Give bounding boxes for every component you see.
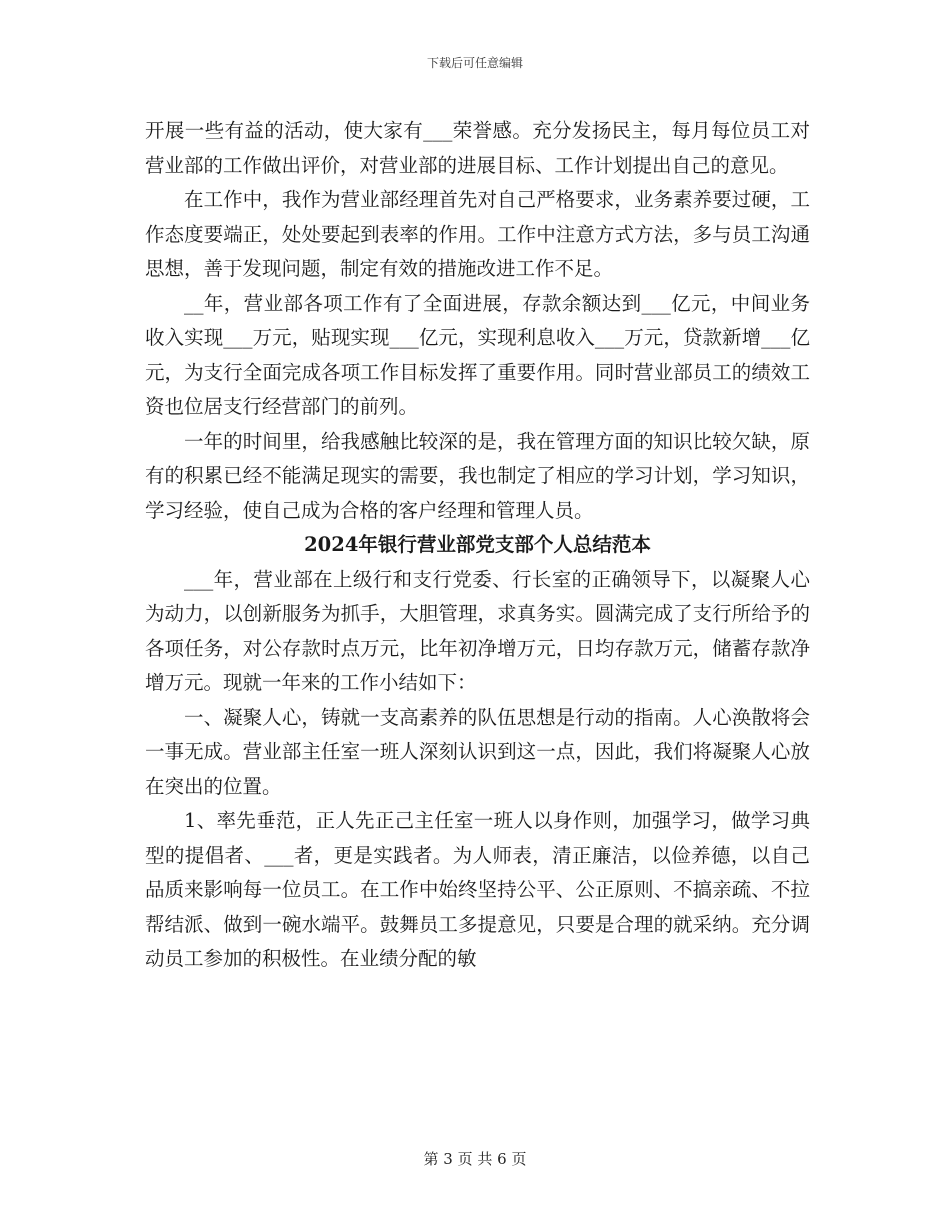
paragraph-4: 一年的时间里，给我感触比较深的是，我在管理方面的知识比较欠缺，原有的积累已经不能满足现实的需要，我也制定了相应的学习计划，学习知识，学习经验，使自己成为合格的客户经理和管理人员。 xyxy=(145,429,810,522)
section-paragraph-2: 一、凝聚人心，铸就一支高素养的队伍思想是行动的指南。人心涣散将会一事无成。营业部主任室一班人深刻认识到这一点，因此，我们将凝聚人心放在突出的位置。 xyxy=(145,705,810,798)
section-paragraph-3: 1、率先垂范，正人先正己主任室一班人以身作则，加强学习，做学习典型的提倡者、___者，更是实践者。为人师表，清正廉洁，以俭养德，以自己品质来影响每一位员工。在工作中始终坚持公平、公正原则、不搞亲疏、不拉帮结派、做到一碗水端平。鼓舞员工多提意见，只要是合理的就采纳。充分调动员工参加的积极性。在业绩分配的敏 xyxy=(145,809,810,970)
document-body xyxy=(145,114,810,977)
page-number-footer: 第 3 页 共 6 页 xyxy=(423,1150,527,1168)
paragraph-2: 在工作中，我作为营业部经理首先对自己严格要求，业务素养要过硬，工作态度要端正，处处要起到表率的作用。工作中注意方式方法，多与员工沟通思想，善于发现问题，制定有效的措施改进工作不足。 xyxy=(145,188,810,280)
paragraph-1: 开展一些有益的活动，使大家有___荣誉感。充分发扬民主，每月每位员工对营业部的工作做出评价，对营业部的进展目标、工作计划提出自己的意见。 xyxy=(145,119,810,177)
section-title: 2024年银行营业部党支部个人总结范本 xyxy=(304,533,651,556)
section-paragraph-1: ___年，营业部在上级行和支行党委、行长室的正确领导下，以凝聚人心为动力，以创新服务为抓手，大胆管理，求真务实。圆满完成了支行所给予的各项任务，对公存款时点万元，比年初净增万元，日均存款万元，储蓄存款净增万元。现就一年来的工作小结如下： xyxy=(145,567,810,694)
paragraph-3: __年，营业部各项工作有了全面进展，存款余额达到___亿元，中间业务收入实现___万元，贴现实现___亿元，实现利息收入___万元，贷款新增___亿元，为支行全面完成各项工作目标发挥了重要作用。同时营业部员工的绩效工资也位居支行经营部门的前列。 xyxy=(145,291,810,418)
page-header: 下载后可任意编辑 xyxy=(426,56,523,70)
